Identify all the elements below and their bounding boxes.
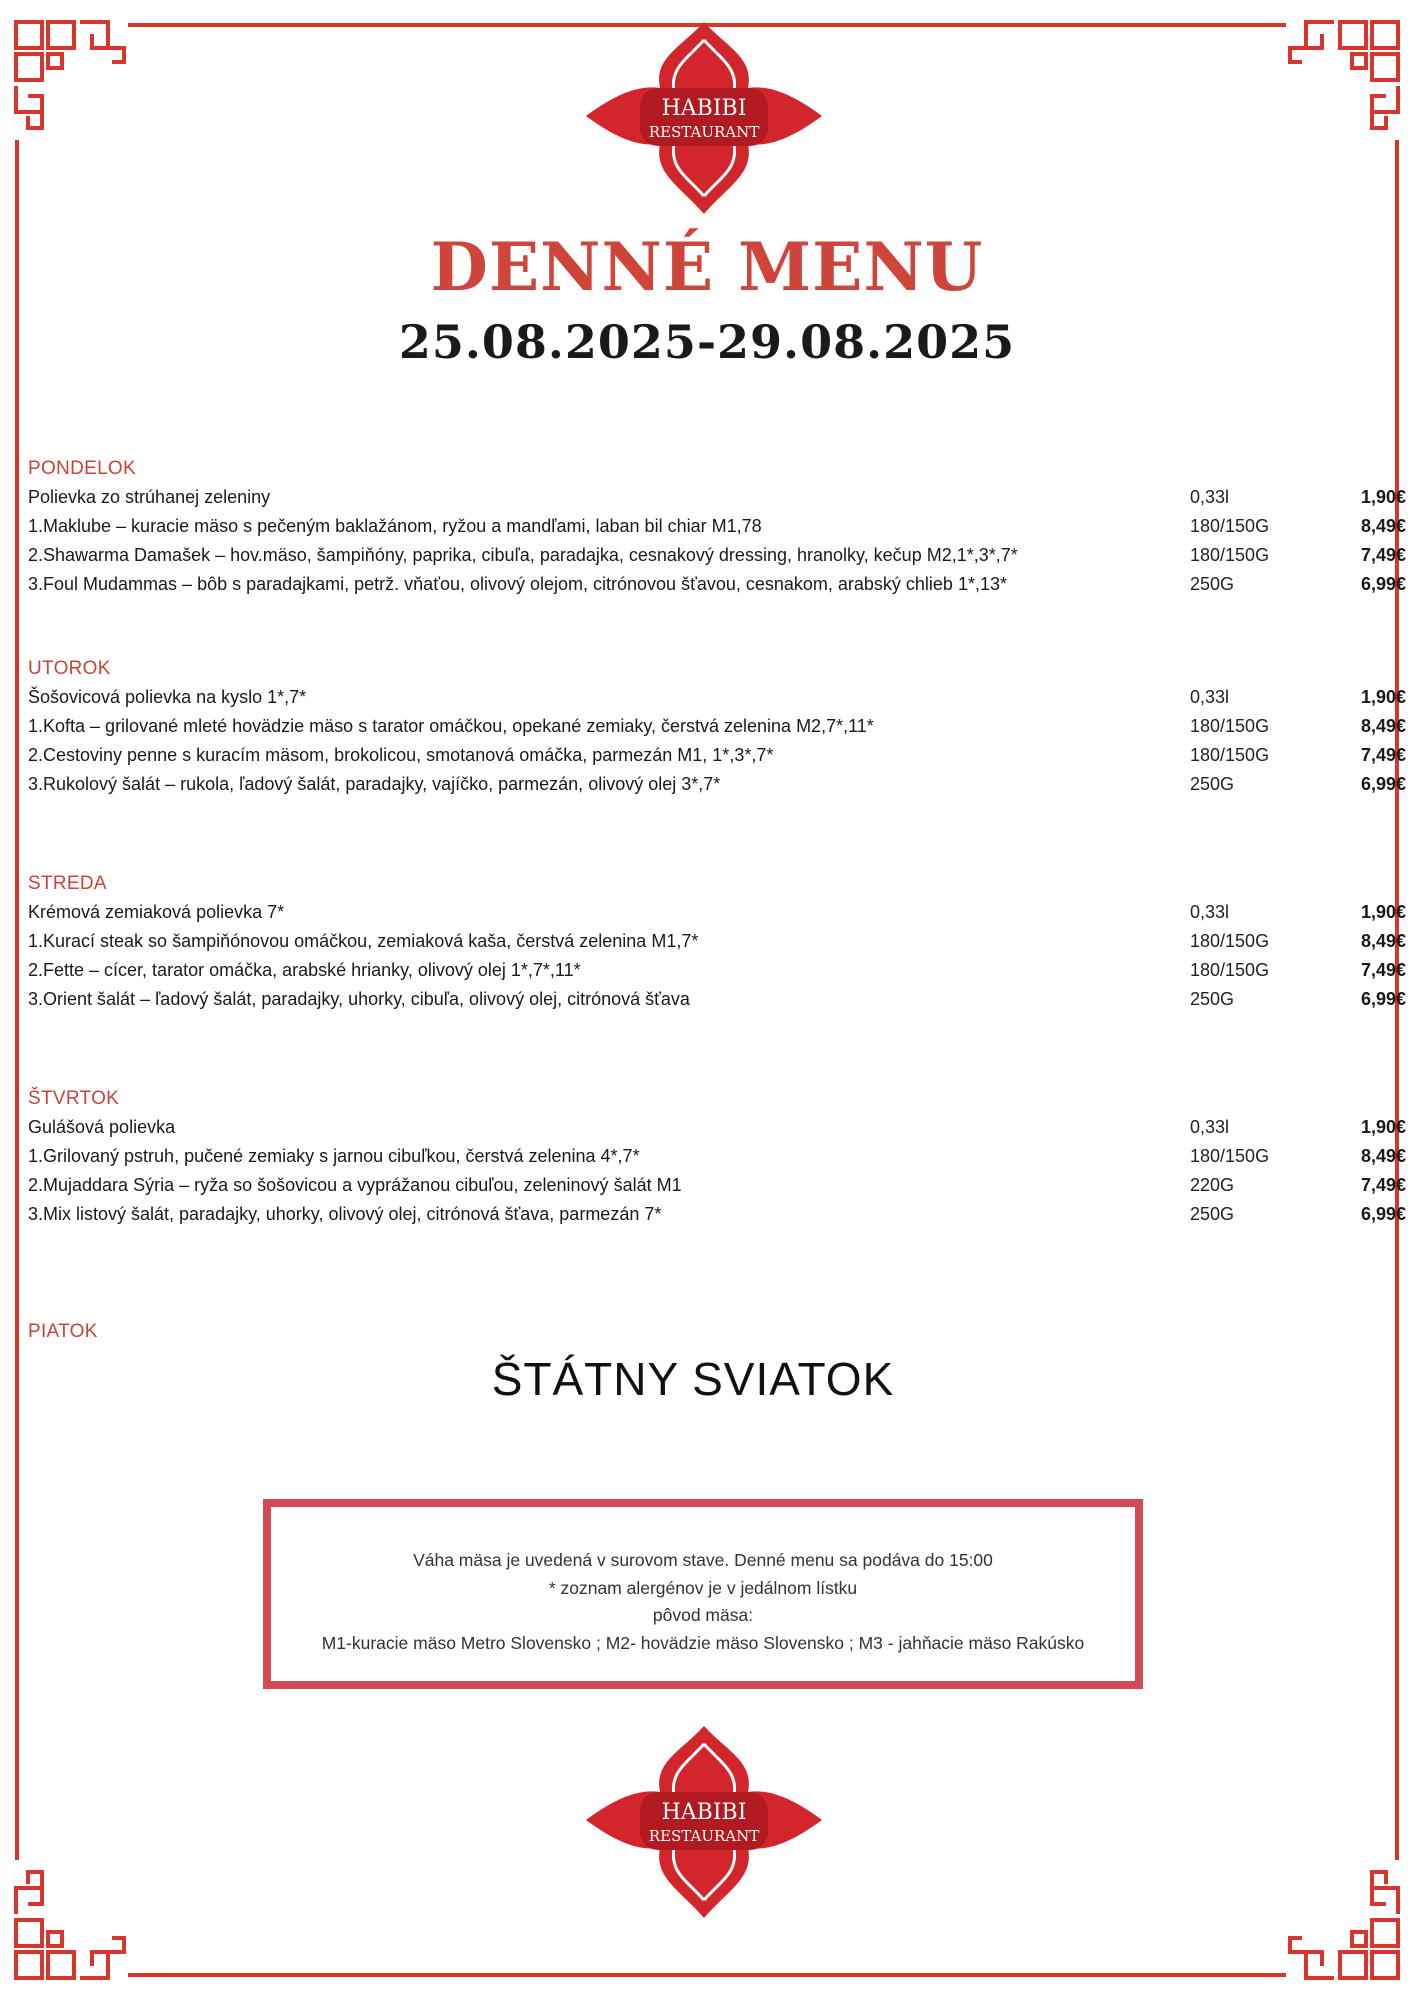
day-tuesday [28, 654, 1406, 799]
logo-line1: HABIBI [661, 96, 747, 121]
dish-name: 1.Kofta – grilované mleté hovädzie mäso s tarator omáčkou, opekané zemiaky, čerstvá zelenina M2,7*,11* [28, 716, 874, 736]
dish-price: 8,49€ [1360, 1146, 1406, 1166]
holiday-notice: ŠTÁTNY SVIATOK [491, 1353, 895, 1405]
day-name: PONDELOK [28, 458, 136, 479]
dish-price: 1,90€ [1360, 487, 1406, 507]
habibi-logo-bottom [578, 1722, 830, 1922]
dish-price: 7,49€ [1360, 745, 1406, 765]
dish-price: 8,49€ [1360, 716, 1406, 736]
dish-price: 7,49€ [1360, 960, 1406, 980]
day-monday [28, 454, 1406, 599]
menu-row [28, 1113, 1406, 1142]
day-wednesday [28, 869, 1406, 1014]
menu-row [28, 1171, 1406, 1200]
dish-weight: 180/150G [1190, 931, 1270, 951]
dish-weight: 180/150G [1190, 545, 1270, 565]
menu-row [28, 541, 1406, 570]
dish-price: 7,49€ [1360, 545, 1406, 565]
menu-row [28, 683, 1406, 712]
dish-name: 2.Mujaddara Sýria – ryža so šošovicou a vyprážanou cibuľou, zeleninový šalát M1 [28, 1175, 682, 1195]
menu-row [28, 1142, 1406, 1171]
info-box [263, 1499, 1143, 1689]
day-name: STREDA [28, 873, 107, 894]
dish-name: 2.Cestoviny penne s kuracím mäsom, brokolicou, smotanová omáčka, parmezán M1, 1*,3*,7* [28, 745, 774, 765]
menu-row [28, 770, 1406, 799]
menu-row [28, 898, 1406, 927]
dish-weight: 180/150G [1190, 1146, 1270, 1166]
note-line: Váha mäsa je uvedená v surovom stave. Denné menu sa podáva do 15:00 [413, 1550, 993, 1570]
day-name: ŠTVRTOK [28, 1088, 120, 1109]
dish-weight: 180/150G [1190, 960, 1270, 980]
menu-row [28, 956, 1406, 985]
dish-price: 6,99€ [1360, 989, 1406, 1009]
dish-name: Krémová zemiaková polievka 7* [28, 902, 285, 922]
day-friday [28, 1317, 1388, 1346]
dish-name: 3.Mix listový šalát, paradajky, uhorky, olivový olej, citrónová šťava, parmezán 7* [28, 1204, 662, 1224]
dish-name: Polievka zo strúhanej zeleniny [28, 487, 271, 507]
day-thursday [28, 1084, 1406, 1229]
dish-name: 3.Rukolový šalát – rukola, ľadový šalát, paradajky, vajíčko, parmezán, olivový olej 3*,7* [28, 774, 721, 794]
dish-name: 3.Orient šalát – ľadový šalát, paradajky, uhorky, cibuľa, olivový olej, citrónová šťava [28, 989, 690, 1009]
day-name: PIATOK [28, 1321, 98, 1342]
dish-weight: 220G [1190, 1175, 1235, 1195]
menu-row [28, 512, 1406, 541]
dish-name: Šošovicová polievka na kyslo 1*,7* [28, 687, 307, 707]
date-range: 25.08.2025-29.08.2025 [398, 315, 1016, 369]
logo-line2: RESTAURANT [648, 1827, 760, 1845]
dish-weight: 0,33l [1190, 687, 1230, 707]
dish-name: Gulášová polievka [28, 1117, 176, 1137]
dish-price: 1,90€ [1360, 687, 1406, 707]
dish-weight: 0,33l [1190, 902, 1230, 922]
dish-name: 1.Kurací steak so šampiňónovou omáčkou, zemiaková kaša, čerstvá zelenina M1,7* [28, 931, 699, 951]
dish-price: 8,49€ [1360, 931, 1406, 951]
dish-name: 2.Shawarma Damašek – hov.mäso, šampiňóny, paprika, cibuľa, paradajka, cesnakový dressing, hranolky, kečup M2,1*,3*,7* [28, 545, 1018, 565]
habibi-logo-top [578, 18, 830, 218]
dish-weight: 0,33l [1190, 487, 1230, 507]
dish-price: 8,49€ [1360, 516, 1406, 536]
dish-name: 2.Fette – cícer, tarator omáčka, arabské hrianky, olivový olej 1*,7*,11* [28, 960, 581, 980]
menu-row [28, 985, 1406, 1014]
dish-name: 3.Foul Mudammas – bôb s paradajkami, petrž. vňaťou, olivový olejom, citrónovou šťavou, cesnakom, arabský chlieb 1*,13* [28, 574, 1007, 594]
dish-weight: 180/150G [1190, 516, 1270, 536]
menu-row [28, 712, 1406, 741]
note-line: * zoznam alergénov je v jedálnom lístku [548, 1577, 858, 1598]
dish-weight: 0,33l [1190, 1117, 1230, 1137]
dish-weight: 250G [1190, 574, 1235, 594]
dish-weight: 250G [1190, 1204, 1235, 1224]
dish-weight: 180/150G [1190, 745, 1270, 765]
menu-row [28, 927, 1406, 956]
menu-row [28, 741, 1406, 770]
day-name: UTOROK [28, 658, 111, 679]
page-title: DENNÉ MENU [430, 228, 984, 306]
dish-price: 1,90€ [1360, 1117, 1406, 1137]
dish-price: 6,99€ [1360, 774, 1406, 794]
dish-price: 1,90€ [1360, 902, 1406, 922]
dish-price: 7,49€ [1360, 1175, 1406, 1195]
dish-weight: 250G [1190, 989, 1235, 1009]
note-line: pôvod mäsa: [652, 1605, 754, 1625]
menu-row [28, 1200, 1406, 1229]
logo-line2: RESTAURANT [648, 123, 760, 141]
note-line: M1-kuracie mäso Metro Slovensko ; M2- hovädzie mäso Slovensko ; M3 - jahňacie mäso Rakúsko [321, 1632, 1085, 1653]
logo-line1: HABIBI [661, 1800, 747, 1825]
dish-price: 6,99€ [1360, 574, 1406, 594]
menu-row [28, 570, 1406, 599]
dish-name: 1.Maklube – kuracie mäso s pečeným baklažánom, ryžou a mandľami, laban bil chiar M1,78 [28, 516, 762, 536]
menu-row [28, 483, 1406, 512]
dish-name: 1.Grilovaný pstruh, pučené zemiaky s jarnou cibuľkou, čerstvá zelenina 4*,7* [28, 1146, 640, 1166]
dish-price: 6,99€ [1360, 1204, 1406, 1224]
dish-weight: 180/150G [1190, 716, 1270, 736]
dish-weight: 250G [1190, 774, 1235, 794]
